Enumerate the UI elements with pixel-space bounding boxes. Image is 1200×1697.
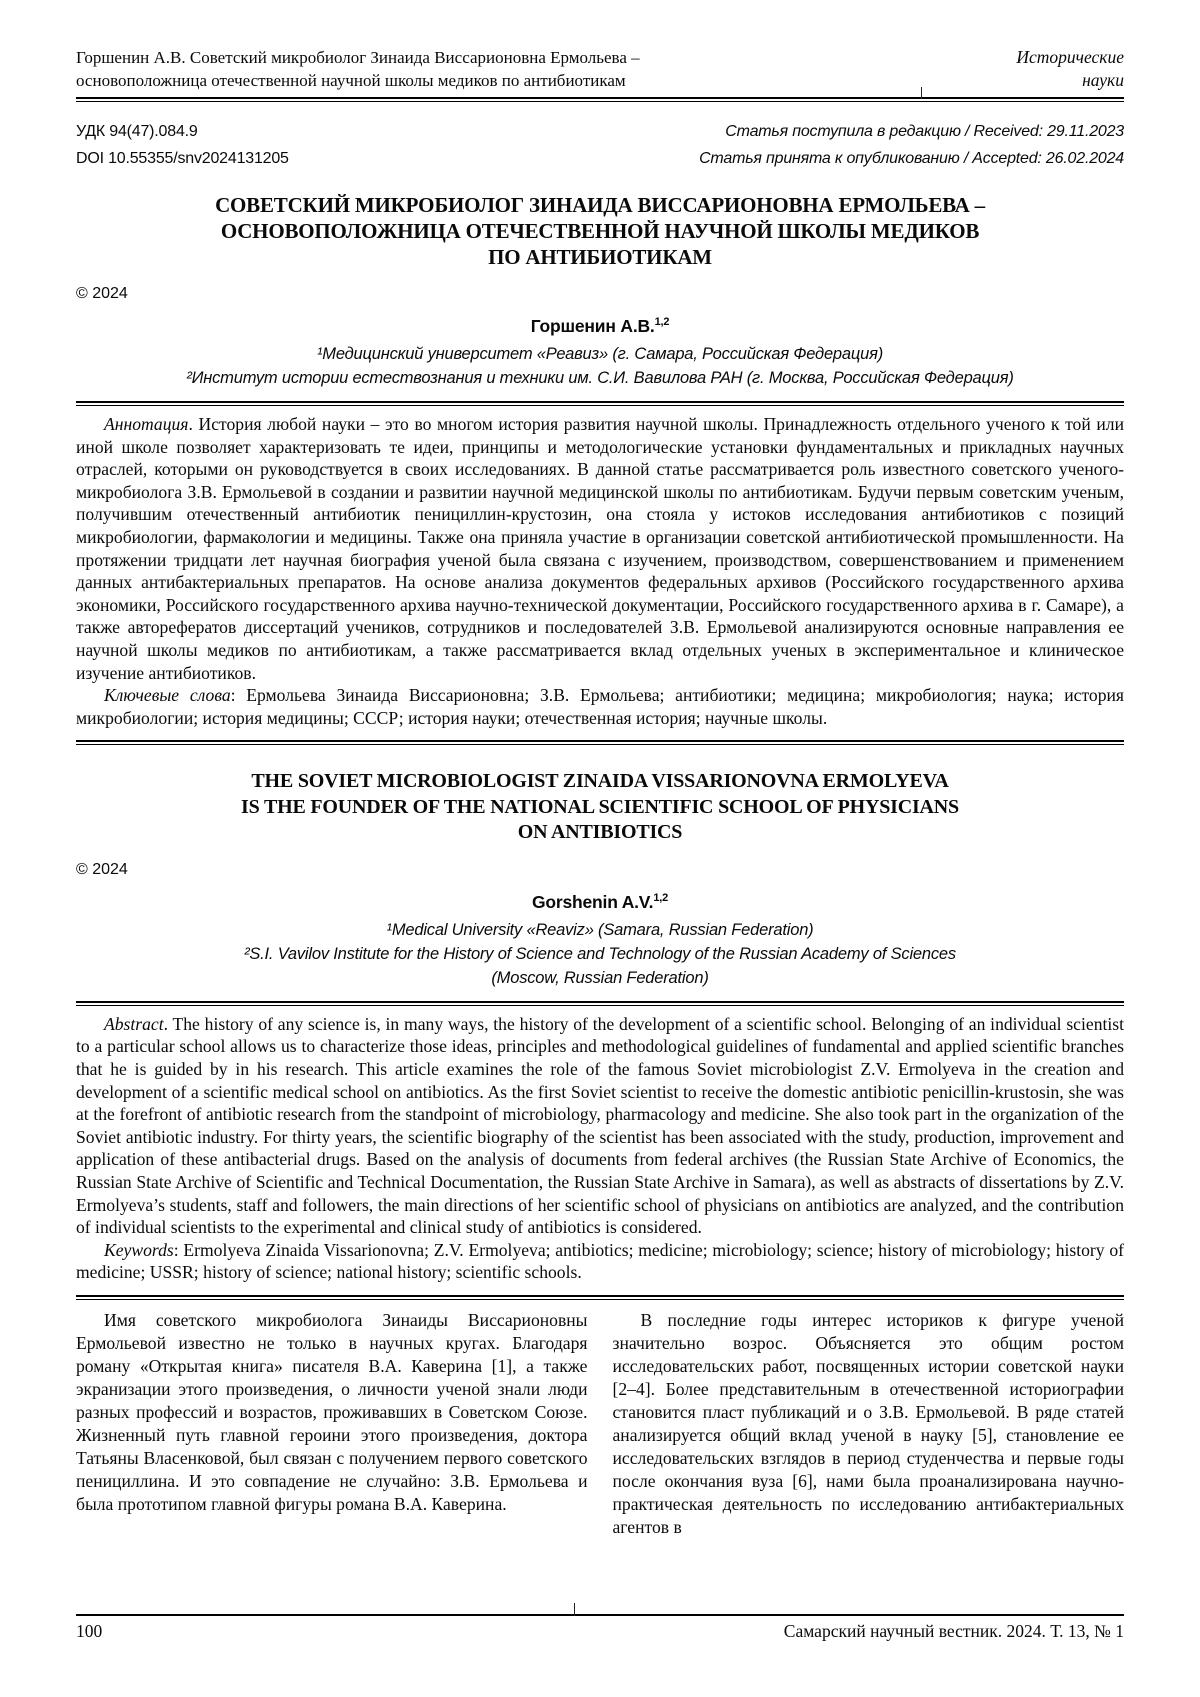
keywords-en-label: Keywords (104, 1239, 174, 1260)
abstract-ru-text: . История любой науки – это во многом история развития научной школы. Принадлежность отдельного ученого к той или иной школе позволяет характеризовать те идеи, принципы и методологические установки фундаментальных и прикладных научных отраслей, которыми он руководствуется в своих исследованиях. В данной статье рассматривается роль известного советского ученого-микробиолога З.В. Ермольевой в создании и развитии научной медицинской школы по антибиотикам. Будучи первым советским ученым, получившим отечественный антибиотик пенициллин-крустозин, она стояла у истоков исследования антибиотиков с позиций микробиологии, фармакологии и медицины. Также она приняла участие в организации советской антибиотической промышленности. На протяжении тридцати лет научная биография ученой была связана с изучением, производством, совершенствованием и применением данных антибактериальных препаратов. На основе анализа документов федеральных архивов (Российского государственного архива экономики, Российского государственного архива научно-технической документации, Российского государственного архива в г. Самаре), а также авторефератов диссертаций учеников, сотрудников и последователей З.В. Ермольевой анализируются основные направления ее научной школы медиков по антибиотикам, а также рассматривается вклад отдельных ученых в экспериментальное и клиническое изучение антибиотиков. (76, 414, 1124, 683)
affiliations-ru (76, 342, 1124, 390)
page-number: 100 (76, 1621, 103, 1641)
author-en-sup: 1,2 (653, 891, 669, 904)
body-column-left (76, 1309, 588, 1561)
author-ru (76, 316, 1124, 337)
copyright-en: © 2024 (76, 860, 128, 878)
affiliation-en-1: ¹Medical University «Reaviz» (Samara, Russian Federation) (386, 920, 814, 939)
rule-tick (574, 1603, 575, 1616)
affiliation-ru-2: ²Институт истории естествознания и техники им. С.И. Вавилова РАН (г. Москва, Российская Федерация) (186, 369, 1014, 387)
keywords-en (76, 1239, 1124, 1284)
affiliations-en (76, 918, 1124, 990)
abstract-en-text: . The history of any science is, in many ways, the history of the development of a scientific school. Belonging of an individual scientist to a particular school allows us to characterize those ideas, principles and methodological guidelines of fundamental and applied scientific branches that he is guided by in his research. This article examines the role of the famous Soviet microbiologist Z.V. Ermolyeva in the creation and development of a scientific medical school on antibiotics. As the first Soviet scientist to receive the domestic antibiotic penicillin-krustosin, she was at the forefront of antibiotic research from the standpoint of microbiology, pharmacology and medicine. She also took part in the organization of the Soviet antibiotic industry. For thirty years, the scientific biography of the scientist has been associated with the study, production, improvement and application of these antibacterial drugs. Based on the analysis of documents from federal archives (the Russian State Archive of Economics, the Russian State Archive of Scientific and Technical Documentation, the Russian State Archive in Samara), as well as abstracts of dissertations by Z.V. Ermolyeva’s students, staff and followers, the main directions of her scientific school of physicians on antibiotics are analyzed, and the contribution of individual scientists to the experimental and clinical study of antibiotics is considered. (76, 1013, 1124, 1238)
footer-divider (76, 1614, 1124, 1616)
running-head (76, 46, 1124, 92)
rule-tick (921, 87, 922, 99)
copyright-ru: © 2024 (76, 285, 128, 302)
article-title-ru: СОВЕТСКИЙ МИКРОБИОЛОГ ЗИНАИДА ВИССАРИОНОВНА ЕРМОЛЬЕВА – ОСНОВОПОЛОЖНИЦА ОТЕЧЕСТВЕННОЙ НАУЧНОЙ ШКОЛЫ МЕДИКОВ ПО АНТИБИОТИКАМ (215, 193, 985, 269)
divider (76, 1295, 1124, 1300)
doi-code: DOI 10.55355/snv2024131205 (76, 150, 289, 167)
keywords-ru-text: : Ермольева Зинаида Виссарионовна; З.В. Ермольева; антибиотики; медицина; микробиология; наука; история микробиологии; история медицины; СССР; история науки; отечественная история; научные школы. (76, 685, 1124, 728)
author-ru-sup: 1,2 (654, 316, 670, 329)
keywords-en-text: : Ermolyeva Zinaida Vissarionovna; Z.V. Ermolyeva; antibiotics; medicine; microbiology; science; history of microbiology; history of medicine; USSR; history of science; national history; scientific schools. (76, 1239, 1124, 1283)
body-paragraph-1: Имя советского микробиолога Зинаиды Виссарионовны Ермольевой известно не только в научных кругах. Благодаря роману «Открытая книга» писателя В.А. Каверина [1], а также экранизации этого произведения, о личности ученой знали люди разных профессий и возрастов, проживавших в Советском Союзе. Жизненный путь главной героини этого произведения, доктора Татьяны Власенковой, был связан с получением первого советского пенициллина. И это совпадение не случайно: З.В. Ермольева и была прототипом главной фигуры романа В.А. Каверина. (76, 1309, 588, 1514)
article-meta (76, 118, 1124, 172)
abstract-ru (76, 413, 1124, 684)
section-label: Исторические науки (1016, 47, 1124, 90)
journal-citation: Самарский научный вестник. 2024. Т. 13, № 1 (783, 1621, 1124, 1641)
running-title: Горшенин А.В. Советский микробиолог Зинаида Виссарионовна Ермольева – основоположница отечественной научной школы медиков по антибиотикам (76, 48, 640, 90)
body-column-right (613, 1309, 1125, 1561)
keywords-ru (76, 684, 1124, 729)
received-date: Статья поступила в редакцию / Received: 29.11.2023 (725, 123, 1124, 140)
udc-code: УДК 94(47).084.9 (76, 123, 198, 140)
divider (76, 401, 1124, 406)
article-body (76, 1309, 1124, 1561)
affiliation-ru-1: ¹Медицинский университет «Реавиз» (г. Самара, Российская Федерация) (316, 345, 883, 363)
affiliation-en-2: ²S.I. Vavilov Institute for the History of Science and Technology of the Russian Academy of Sciences (244, 944, 956, 963)
abstract-ru-label: Аннотация (104, 414, 189, 434)
head-divider (76, 97, 1124, 102)
keywords-ru-label: Ключевые слова (104, 685, 231, 706)
author-en (76, 892, 1124, 913)
abstract-en-label: Abstract (104, 1013, 164, 1034)
abstract-block-en (76, 1013, 1124, 1284)
affiliation-en-3: (Moscow, Russian Federation) (491, 968, 709, 987)
body-paragraph-2: В последние годы интерес историков к фигуре ученой значительно возрос. Объясняется это общим ростом исследовательских работ, посвященных истории советской науки [2–4]. Более представительным в отечественной историографии становится пласт публикаций и о З.В. Ермольевой. В ряде статей анализируется общий вклад ученой в науку [5], становление ее исследовательских взглядов в период студенчества и первые годы после окончания вуза [6], нами была проанализирована научно-практическая деятельность по исследованию антибактериальных агентов в (612, 1309, 1124, 1537)
divider (76, 1001, 1124, 1006)
accepted-date: Статья принята к опубликованию / Accepted: 26.02.2024 (699, 150, 1124, 167)
author-ru-name: Горшенин А.В. (530, 316, 655, 336)
article-title-en: THE SOVIET MICROBIOLOGIST ZINAIDA VISSARIONOVNA ERMOLYEVA IS THE FOUNDER OF THE NATIONAL SCIENTIFIC SCHOOL OF PHYSICIANS ON ANTIBIOTICS (241, 770, 959, 844)
author-en-name: Gorshenin A.V. (531, 891, 654, 912)
page-footer (76, 1614, 1124, 1644)
abstract-en (76, 1013, 1124, 1239)
divider (76, 740, 1124, 745)
abstract-block-ru (76, 413, 1124, 729)
